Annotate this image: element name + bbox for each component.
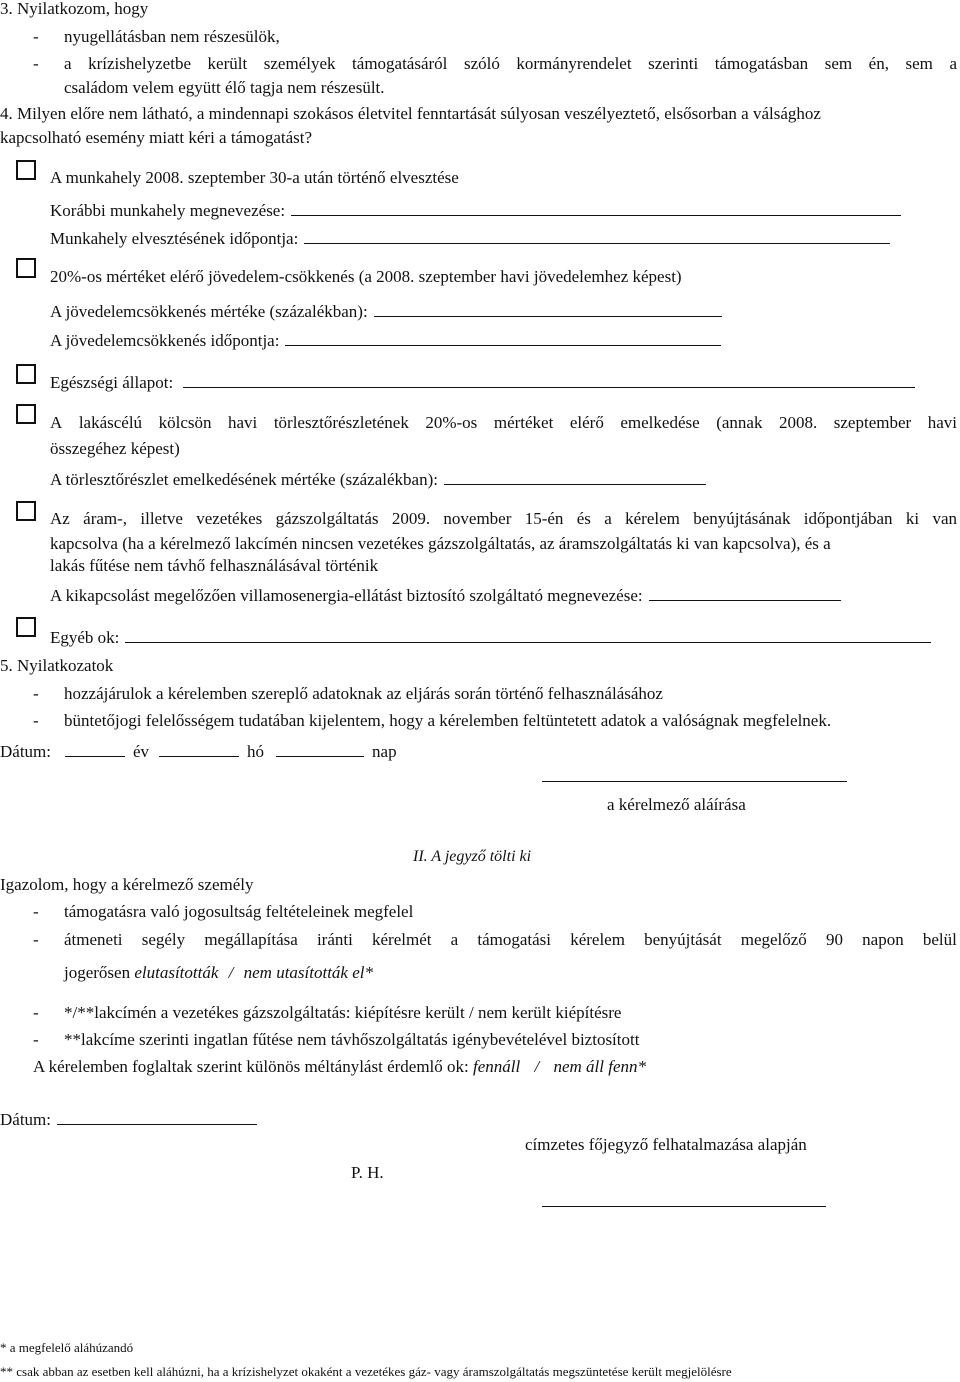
word: lakáscélú: [78, 413, 143, 432]
word: 15-én: [524, 509, 564, 528]
legally-label: jogerősen: [64, 963, 131, 982]
option5-label-line2: kapcsolva (ha a kérelmező lakcímén nincsen vezetékes gázszolgáltatás, az áramszolgáltatás ki van kapcsolva), és a: [50, 534, 831, 553]
option2-field1-label: A jövedelemcsökkenés mértéke (százalékban):: [50, 302, 368, 321]
applicant-date-row: [0, 741, 397, 760]
other-reason-input[interactable]: [125, 627, 931, 643]
list-dash: -: [33, 1003, 39, 1022]
word: mértéket: [493, 413, 554, 432]
option4-checkbox[interactable]: [16, 404, 36, 424]
applicant-signature-caption: a kérelmező aláírása: [607, 795, 746, 814]
part2-title: II. A jegyző tölti ki: [413, 848, 532, 865]
option5-label: [50, 510, 957, 527]
option2-field2: [50, 330, 721, 349]
applicant-signature-line[interactable]: [542, 781, 847, 782]
word: 90: [825, 930, 843, 949]
word: november: [443, 509, 512, 528]
word: illetve: [140, 509, 183, 528]
option1-label: A munkahely 2008. szeptember 30-a után történő elvesztése: [50, 168, 459, 187]
day-label: nap: [372, 742, 397, 761]
option5-label-line3: lakás fűtése nem távhő felhasználásával történik: [50, 556, 379, 575]
option2-label: 20%-os mértéket elérő jövedelem-csökkenés (a 2008. szeptember havi jövedelemhez képest): [50, 267, 682, 286]
word: támogatásban: [714, 54, 809, 73]
word: a: [949, 54, 957, 73]
list-dash: -: [33, 1030, 39, 1049]
health-status-input[interactable]: [183, 372, 915, 388]
option3-label: Egészségi állapot:: [50, 373, 174, 392]
income-decrease-date-input[interactable]: [285, 330, 721, 346]
option5-field1-label: A kikapcsolást megelőzően villamosenergia-ellátást biztosító szolgáltató megnevezése:: [50, 586, 643, 605]
part2-item-2-cont: [64, 964, 373, 981]
option6-label: Egyéb ok:: [50, 628, 120, 647]
rejected-option[interactable]: elutasították: [134, 963, 219, 982]
option6-field: [50, 627, 931, 646]
option4-field1-label: A törlesztőrészlet emelkedésének mértéke (százalékban):: [50, 470, 438, 489]
word: szeptember: [833, 413, 912, 432]
word: belül: [922, 930, 957, 949]
word: támogatási: [477, 930, 552, 949]
former-workplace-input[interactable]: [291, 200, 901, 216]
word: törlesztőrészletének: [273, 413, 409, 432]
stamp-placeholder: P. H.: [351, 1163, 384, 1182]
word: kormányrendelet: [516, 54, 632, 73]
word: én,: [868, 54, 889, 73]
option1-field1: [50, 200, 901, 219]
month-label: hó: [247, 742, 265, 761]
section4-question-cont: kapcsolható esemény miatt kéri a támogatást?: [0, 128, 313, 147]
option-separator: /: [534, 1057, 540, 1076]
option5-checkbox[interactable]: [16, 501, 36, 521]
word: 2009.: [391, 509, 431, 528]
word: kérelem: [625, 509, 680, 528]
word: (annak: [716, 413, 763, 432]
word: kölcsön: [158, 413, 212, 432]
word: emelkedése: [620, 413, 700, 432]
section5-item-2: büntetőjogi felelősségem tudatában kijelentem, hogy a kérelemben feltüntetett adatok a valóságnak megfelelnek.: [64, 711, 832, 730]
section3-item-2: [64, 55, 957, 72]
word: ki: [905, 509, 920, 528]
word: 20%-os: [425, 413, 478, 432]
option4-label-cont: összegéhez képest): [50, 439, 180, 458]
word: elérő: [569, 413, 604, 432]
word: gázszolgáltatás: [275, 509, 379, 528]
word: benyújtását: [644, 930, 722, 949]
word: kérelmét: [372, 930, 432, 949]
part2-intro: Igazolom, hogy a kérelmező személy: [0, 875, 254, 894]
word: a: [450, 930, 459, 949]
option2-field1: [50, 301, 722, 320]
section4-question: 4. Milyen előre nem látható, a mindennapi szokásos életvitel fenntartását súlyosan veszélyeztető, elsősorban a válsághoz: [0, 104, 821, 123]
exists-option[interactable]: fennáll: [473, 1057, 521, 1076]
word: havi: [927, 413, 957, 432]
income-decrease-percent-input[interactable]: [374, 301, 722, 317]
word: átmeneti: [64, 930, 123, 949]
footnote-2: ** csak abban az esetben kell aláhúzni, ha a krízishelyzet okaként a vezetékes gáz- vagy áramszolgáltatás megszüntetése került megjelölésre: [0, 1364, 732, 1379]
word: Az: [50, 509, 70, 528]
word: és: [576, 509, 591, 528]
word: megállapítása: [204, 930, 298, 949]
word: napon: [862, 930, 904, 949]
word: sem: [905, 54, 933, 73]
word: áram-,: [83, 509, 128, 528]
option2-checkbox[interactable]: [16, 258, 36, 278]
clerk-date-input[interactable]: [57, 1109, 257, 1125]
installment-increase-input[interactable]: [444, 469, 706, 485]
section5-item-1: hozzájárulok a kérelemben szereplő adatoknak az eljárás során történő felhasználásához: [64, 684, 663, 703]
word: a: [64, 54, 72, 73]
option2-field2-label: A jövedelemcsökkenés időpontja:: [50, 331, 280, 350]
word: vezetékes: [196, 509, 263, 528]
option1-field2-label: Munkahely elvesztésének időpontja:: [50, 229, 299, 248]
option1-checkbox[interactable]: [16, 160, 36, 180]
word: került: [207, 54, 248, 73]
footnote-1: * a megfelelő aláhúzandó: [0, 1340, 134, 1355]
option-separator: /: [228, 963, 234, 982]
list-dash: -: [33, 902, 39, 921]
word: szóló: [463, 54, 500, 73]
word: havi: [228, 413, 258, 432]
section3-heading: 3. Nyilatkozom, hogy: [0, 0, 149, 18]
option1-field1-label: Korábbi munkahely megnevezése:: [50, 201, 286, 220]
section3-item-1: nyugellátásban nem részesülök,: [64, 27, 280, 46]
year-input[interactable]: [65, 741, 125, 757]
not-exists-option[interactable]: nem áll fenn*: [553, 1057, 646, 1076]
word: van: [932, 509, 957, 528]
word: támogatásáról: [352, 54, 448, 73]
word: kérelem: [570, 930, 625, 949]
list-dash: -: [33, 684, 39, 703]
job-loss-date-input[interactable]: [304, 228, 890, 244]
word: személyek: [263, 54, 336, 73]
clerk-date-label: Dátum:: [0, 1110, 51, 1129]
word: A: [50, 413, 63, 432]
list-dash: -: [33, 930, 39, 949]
month-input[interactable]: [159, 741, 239, 757]
authority-text: címzetes főjegyző felhatalmazása alapján: [525, 1135, 807, 1154]
day-input[interactable]: [276, 741, 364, 757]
word: segély: [141, 930, 186, 949]
list-dash: -: [33, 711, 39, 730]
equity-row: [33, 1058, 646, 1075]
word: megelőző: [740, 930, 807, 949]
part2-item-2: [64, 931, 957, 948]
option3-checkbox[interactable]: [16, 364, 36, 384]
option6-checkbox[interactable]: [16, 617, 36, 637]
not-rejected-option[interactable]: nem utasították el*: [243, 963, 373, 982]
clerk-signature-line[interactable]: [542, 1206, 826, 1207]
date-label: Dátum:: [0, 742, 51, 761]
clerk-date-row: [0, 1109, 257, 1128]
option4-label: [50, 414, 957, 431]
option3-field: [50, 372, 915, 391]
option5-field1: [50, 585, 841, 604]
word: szerinti: [648, 54, 699, 73]
word: sem: [824, 54, 853, 73]
section3-item-2-cont: családom velem együtt élő tagja nem részesült.: [64, 78, 385, 97]
word: iránti: [316, 930, 353, 949]
word: benyújtásának: [693, 509, 791, 528]
word: 2008.: [778, 413, 818, 432]
part2-item-1: támogatásra való jogosultság feltételeinek megfelel: [64, 902, 414, 921]
word: krízishelyzetbe: [88, 54, 191, 73]
word: időpontjában: [803, 509, 893, 528]
section5-heading: 5. Nyilatkozatok: [0, 656, 114, 675]
equity-label: A kérelemben foglaltak szerint különös méltánylást érdemlő ok:: [33, 1057, 469, 1076]
part2-item-3: */**lakcímén a vezetékes gázszolgáltatás: kiépítésre került / nem került kiépítésre: [64, 1003, 622, 1022]
part2-item-4: **lakcíme szerinti ingatlan fűtése nem távhőszolgáltatás igénybevételével biztosított: [64, 1030, 640, 1049]
option4-field1: [50, 469, 706, 488]
option1-field2: [50, 228, 890, 247]
electricity-provider-input[interactable]: [649, 585, 841, 601]
word: a: [604, 509, 612, 528]
list-dash: -: [33, 27, 39, 46]
list-dash: -: [33, 54, 39, 73]
year-label: év: [133, 742, 150, 761]
